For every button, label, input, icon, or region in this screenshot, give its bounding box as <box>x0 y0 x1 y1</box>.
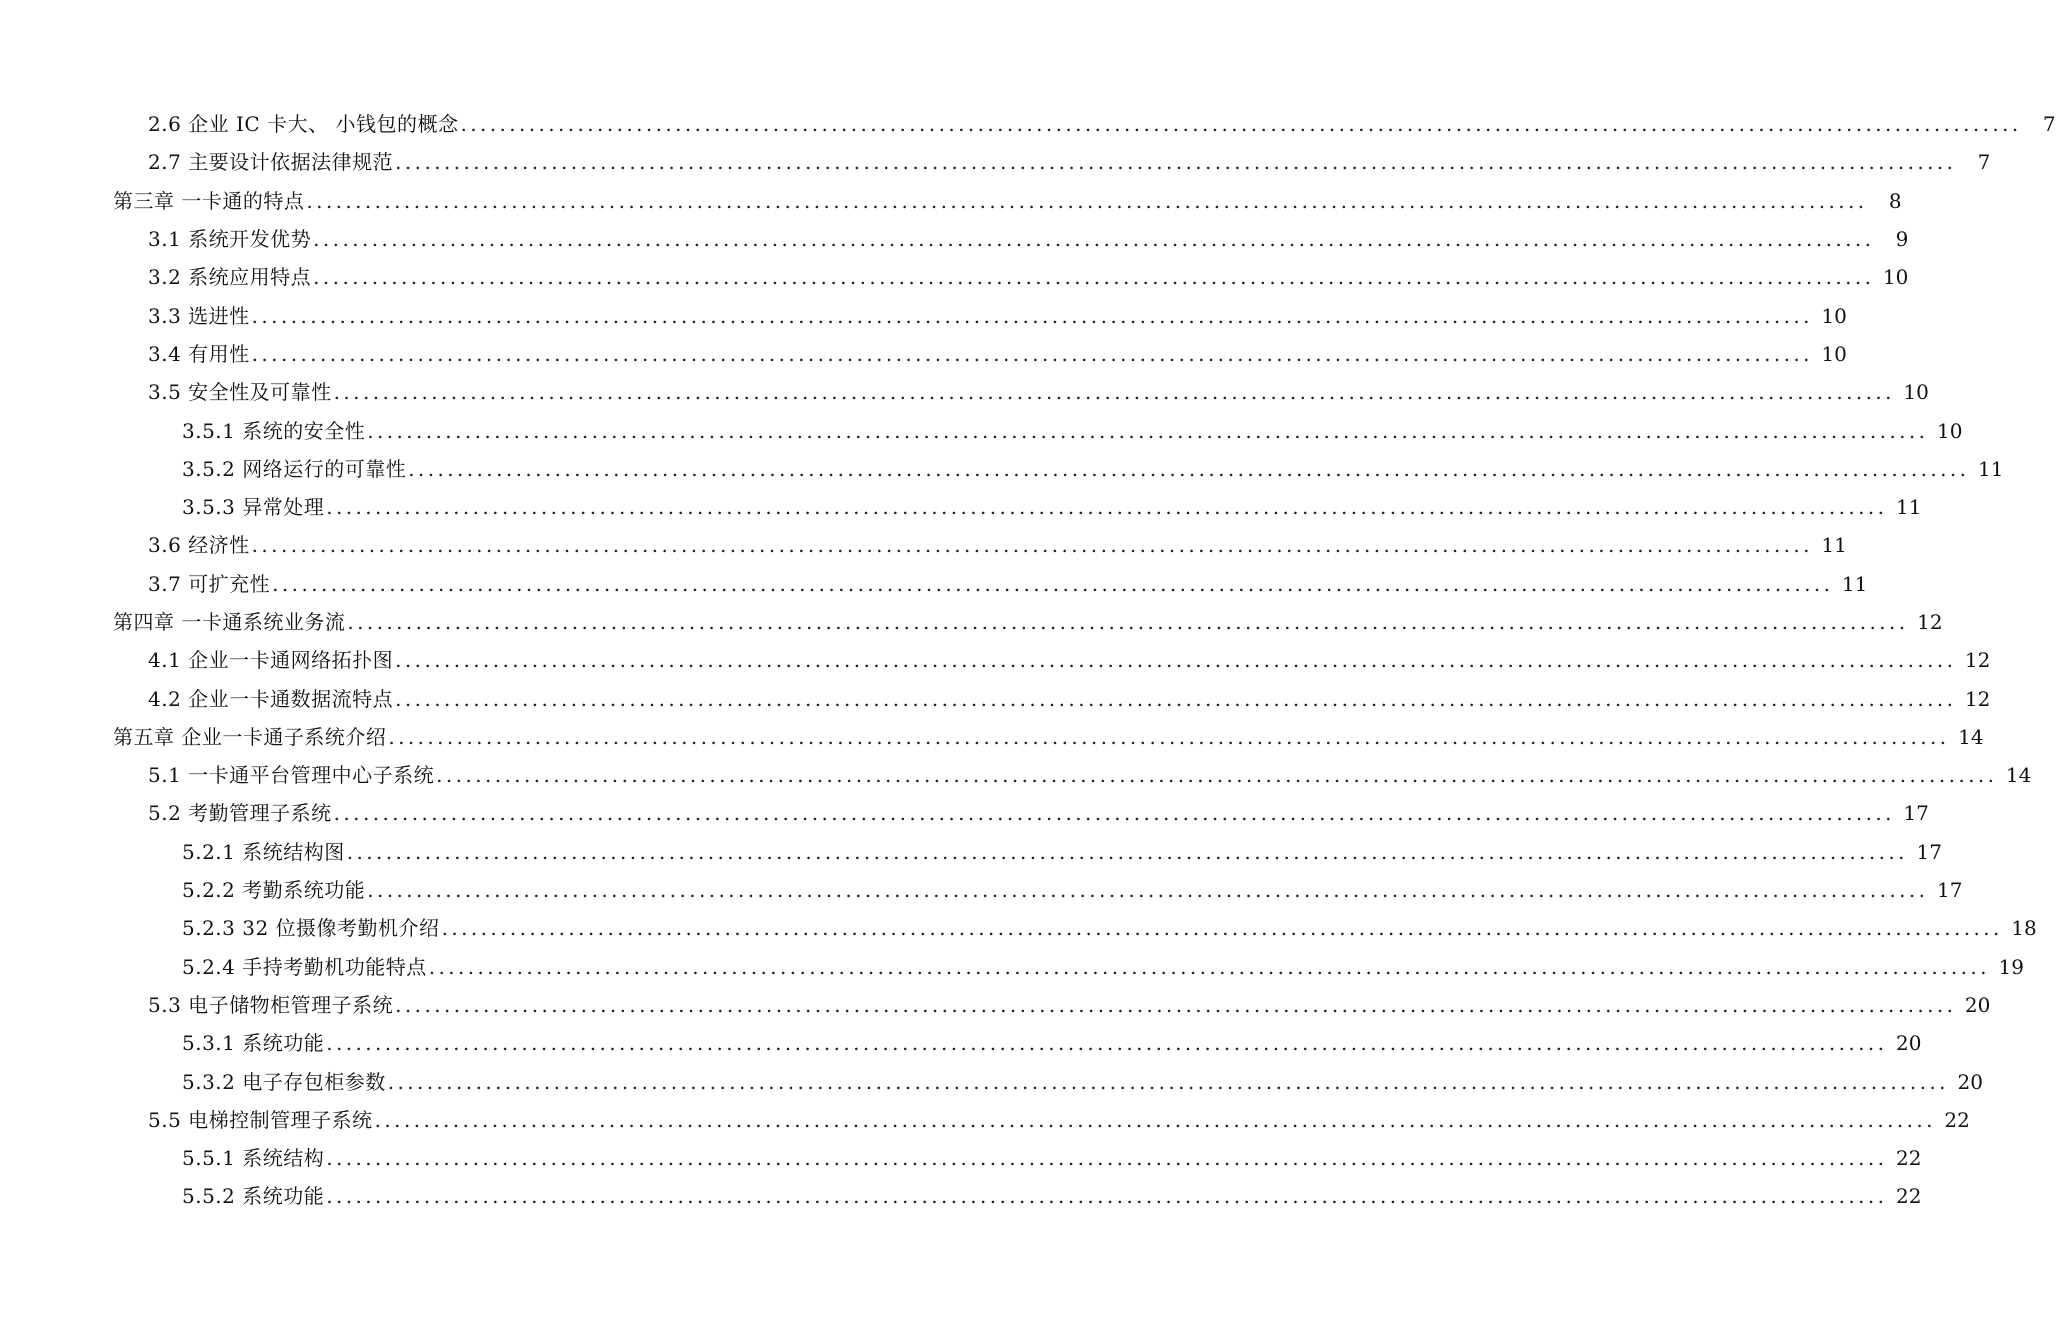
toc-dot-leader: ................................................................................................................................................................ <box>251 303 1813 328</box>
toc-entry-title: 5.3 电子储物柜管理子系统 <box>148 992 394 1017</box>
toc-entry-page: 10 <box>1936 418 1963 443</box>
toc-dot-leader: ................................................................................................................................................................ <box>326 1184 1888 1209</box>
toc-entry-page: 10 <box>1821 303 1847 328</box>
toc-entry[interactable] <box>0 258 1909 296</box>
toc-entry[interactable] <box>0 794 1929 832</box>
toc-entry[interactable] <box>0 756 2032 794</box>
toc-entry[interactable] <box>0 641 1991 679</box>
toc-entry-title: 5.2.2 考勤系统功能 <box>182 878 366 903</box>
toc-entry[interactable] <box>0 526 1847 564</box>
toc-dot-leader: ................................................................................................................................................................ <box>367 418 1929 443</box>
toc-entry-page: 14 <box>2005 763 2032 788</box>
toc-dot-leader: ................................................................................................................................................................ <box>395 648 1957 673</box>
toc-entry-page: 12 <box>1917 610 1943 634</box>
toc-entry[interactable] <box>0 833 1942 871</box>
toc-dot-leader: ................................................................................................................................................................ <box>326 1146 1888 1171</box>
toc-entry[interactable] <box>0 373 1929 411</box>
toc-dot-leader: ................................................................................................................................................................ <box>347 610 1909 634</box>
toc-entry-title: 5.2.4 手持考勤机功能特点 <box>182 954 427 979</box>
toc-dot-leader: ................................................................................................................................................................ <box>441 916 2003 941</box>
toc-entry-title: 3.5.1 系统的安全性 <box>182 418 366 443</box>
toc-entry-page: 17 <box>1936 878 1963 903</box>
toc-entry-title: 3.5 安全性及可靠性 <box>148 380 332 405</box>
toc-entry-page: 11 <box>1821 533 1847 558</box>
toc-entry[interactable] <box>0 335 1847 373</box>
toc-entry-title: 第四章 一卡通系统业务流 <box>113 610 346 634</box>
toc-entry-title: 4.1 企业一卡通网络拓扑图 <box>148 648 394 673</box>
toc-entry[interactable] <box>0 1062 1983 1100</box>
toc-entry[interactable] <box>0 871 1963 909</box>
toc-entry[interactable] <box>0 296 1847 334</box>
toc-entry-page: 10 <box>1882 265 1909 290</box>
toc-entry-title: 5.5 电梯控制管理子系统 <box>148 1107 373 1132</box>
toc-dot-leader: ................................................................................................................................................................ <box>272 571 1834 596</box>
toc-entry-page: 10 <box>1903 380 1929 405</box>
toc-entry-page: 20 <box>1957 1069 1983 1094</box>
toc-entry-title: 3.2 系统应用特点 <box>148 265 312 290</box>
toc-entry-title: 3.5.3 异常处理 <box>182 495 325 520</box>
toc-dot-leader: ................................................................................................................................................................ <box>306 188 1868 213</box>
toc-entry-page: 17 <box>1903 801 1929 826</box>
toc-entry[interactable] <box>0 450 2004 488</box>
toc-entry[interactable] <box>0 986 1991 1024</box>
toc-entry-title: 3.1 系统开发优势 <box>148 227 312 252</box>
toc-entry[interactable] <box>0 603 1943 641</box>
toc-entry-page: 22 <box>1895 1146 1922 1171</box>
toc-entry-page: 11 <box>1895 495 1922 520</box>
toc-dot-leader: ................................................................................................................................................................ <box>374 1107 1936 1132</box>
toc-entry-page: 12 <box>1964 648 1991 673</box>
toc-dot-leader: ................................................................................................................................................................ <box>460 112 2022 137</box>
toc-dot-leader: ................................................................................................................................................................ <box>346 839 1908 864</box>
toc-dot-leader: ................................................................................................................................................................ <box>436 763 1998 788</box>
toc-dot-leader: ................................................................................................................................................................ <box>333 801 1895 826</box>
toc-entry[interactable] <box>0 220 1909 258</box>
toc-entry[interactable] <box>0 565 1868 603</box>
toc-dot-leader: ................................................................................................................................................................ <box>326 1031 1888 1056</box>
toc-entry-title: 3.7 可扩充性 <box>148 571 271 596</box>
toc-entry-page: 22 <box>1895 1184 1922 1209</box>
toc-entry-title: 3.4 有用性 <box>148 341 250 366</box>
toc-entry-title: 2.7 主要设计依据法律规范 <box>148 150 394 175</box>
toc-entry-page: 7 <box>2042 112 2056 137</box>
toc-entry-page: 17 <box>1916 839 1942 864</box>
toc-dot-leader: ................................................................................................................................................................ <box>395 150 1957 175</box>
toc-entry[interactable] <box>0 143 1991 181</box>
toc-entry[interactable] <box>0 488 1922 526</box>
toc-entry-page: 20 <box>1964 992 1991 1017</box>
toc-dot-leader: ................................................................................................................................................................ <box>387 1069 1949 1094</box>
toc-dot-leader: ................................................................................................................................................................ <box>313 265 1875 290</box>
toc-dot-leader: ................................................................................................................................................................ <box>251 341 1813 366</box>
toc-entry-page: 11 <box>1841 571 1868 596</box>
toc-entry[interactable] <box>0 182 1902 220</box>
toc-entry[interactable] <box>0 948 2024 986</box>
toc-dot-leader: ................................................................................................................................................................ <box>408 456 1970 481</box>
toc-entry-title: 5.2.3 32 位摄像考勤机介绍 <box>182 916 440 941</box>
toc-entry[interactable] <box>0 1139 1922 1177</box>
toc-entry-page: 12 <box>1964 686 1991 711</box>
table-of-contents <box>0 105 2056 1216</box>
toc-entry[interactable] <box>0 679 1991 717</box>
toc-dot-leader: ................................................................................................................................................................ <box>395 992 1957 1017</box>
toc-entry[interactable] <box>0 411 1963 449</box>
toc-entry-title: 5.2.1 系统结构图 <box>182 839 345 864</box>
toc-entry[interactable] <box>0 105 2056 143</box>
toc-entry-page: 9 <box>1895 227 1909 252</box>
toc-entry[interactable] <box>0 1101 1970 1139</box>
toc-dot-leader: ................................................................................................................................................................ <box>326 495 1888 520</box>
toc-entry-page: 19 <box>1998 954 2024 979</box>
toc-entry-page: 18 <box>2011 916 2037 941</box>
toc-dot-leader: ................................................................................................................................................................ <box>388 724 1950 749</box>
toc-dot-leader: ................................................................................................................................................................ <box>367 878 1929 903</box>
toc-entry-page: 10 <box>1821 341 1847 366</box>
toc-dot-leader: ................................................................................................................................................................ <box>395 686 1957 711</box>
toc-dot-leader: ................................................................................................................................................................ <box>333 380 1895 405</box>
toc-entry-title: 5.3.1 系统功能 <box>182 1031 325 1056</box>
toc-entry-title: 5.2 考勤管理子系统 <box>148 801 332 826</box>
toc-entry-page: 20 <box>1895 1031 1922 1056</box>
toc-entry[interactable] <box>0 718 1984 756</box>
toc-entry-page: 7 <box>1977 150 1991 175</box>
toc-entry[interactable] <box>0 1024 1922 1062</box>
toc-entry-title: 5.1 一卡通平台管理中心子系统 <box>148 763 435 788</box>
toc-entry[interactable] <box>0 909 2037 947</box>
toc-entry-title: 3.6 经济性 <box>148 533 250 558</box>
toc-entry-title: 3.5.2 网络运行的可靠性 <box>182 456 407 481</box>
toc-entry-title: 第五章 企业一卡通子系统介绍 <box>113 724 387 749</box>
toc-entry-title: 2.6 企业 IC 卡大、 小钱包的概念 <box>148 112 459 137</box>
toc-entry-title: 5.3.2 电子存包柜参数 <box>182 1069 386 1094</box>
toc-entry-title: 3.3 选进性 <box>148 303 250 328</box>
toc-entry-page: 14 <box>1958 724 1984 749</box>
toc-entry-page: 11 <box>1977 456 2004 481</box>
toc-dot-leader: ................................................................................................................................................................ <box>428 954 1990 979</box>
toc-entry-page: 8 <box>1888 188 1902 213</box>
toc-entry-title: 5.5.1 系统结构 <box>182 1146 325 1171</box>
toc-entry-title: 4.2 企业一卡通数据流特点 <box>148 686 394 711</box>
toc-entry-title: 第三章 一卡通的特点 <box>113 188 305 213</box>
toc-entry-title: 5.5.2 系统功能 <box>182 1184 325 1209</box>
toc-dot-leader: ................................................................................................................................................................ <box>251 533 1813 558</box>
toc-dot-leader: ................................................................................................................................................................ <box>313 227 1875 252</box>
toc-entry-page: 22 <box>1944 1107 1970 1132</box>
toc-entry[interactable] <box>0 1177 1922 1215</box>
